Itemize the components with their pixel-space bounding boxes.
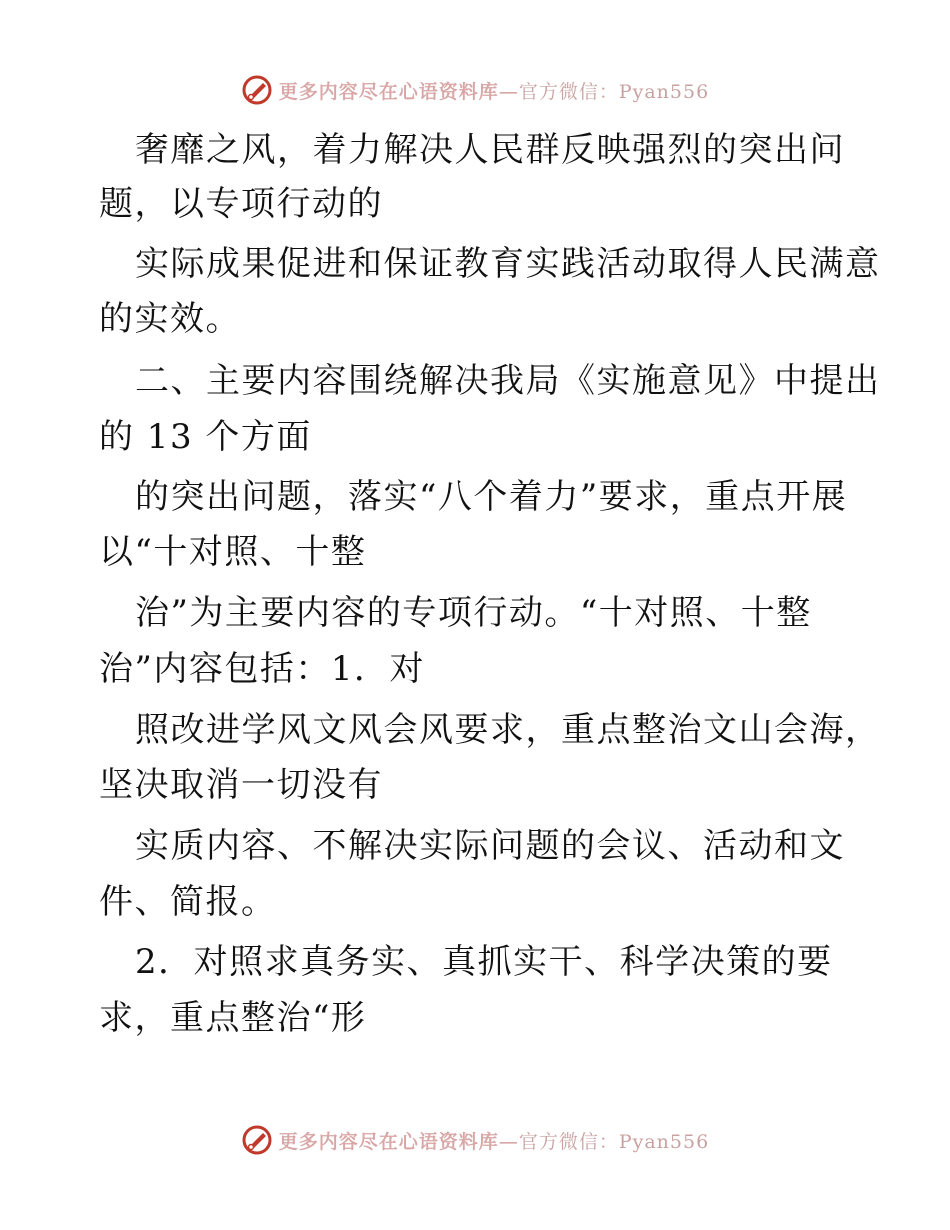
body-line: 实际成果促进和保证教育实践活动取得人民满意	[135, 244, 881, 284]
watermark-main-text: 更多内容尽在心语资料库	[278, 1130, 499, 1153]
body-line: 照改进学风文风会风要求，重点整治文山会海，	[135, 710, 881, 750]
body-line: 题，以专项行动的	[99, 184, 383, 224]
body-line: 奢靡之风，着力解决人民群反映强烈的突出问	[135, 130, 845, 170]
watermark-separator: —	[498, 80, 519, 103]
footer-watermark	[0, 1120, 950, 1160]
body-line: 的突出问题，落实“八个着力”要求，重点开展	[135, 477, 848, 517]
body-line: 坚决取消一切没有	[99, 765, 383, 805]
body-line: 的 13 个方面	[99, 417, 312, 457]
watermark-wechat-label: 官方微信：	[518, 1130, 619, 1153]
body-line: 治”内容包括：1．对	[99, 649, 426, 689]
body-line: 治”为主要内容的专项行动。“十对照、十整	[135, 593, 812, 633]
body-line: 件、简报。	[99, 882, 277, 922]
brand-logo-icon	[241, 74, 273, 106]
header-watermark	[0, 70, 950, 110]
watermark-text	[279, 77, 709, 104]
body-line: 的实效。	[99, 299, 241, 339]
brand-logo-icon	[241, 1124, 273, 1156]
watermark-wechat-label: 官方微信：	[518, 80, 619, 103]
body-line: 2．对照求真务实、真抓实干、科学决策的要	[135, 942, 833, 982]
watermark-main-text: 更多内容尽在心语资料库	[278, 80, 499, 103]
body-line: 实质内容、不解决实际问题的会议、活动和文	[135, 826, 845, 866]
watermark-separator: —	[498, 1130, 519, 1153]
body-line: 求，重点整治“形	[99, 998, 367, 1038]
watermark-wechat-id: Pyan556	[618, 1130, 710, 1153]
watermark-text	[279, 1127, 709, 1154]
body-line: 以“十对照、十整	[99, 532, 367, 572]
watermark-wechat-id: Pyan556	[618, 80, 710, 103]
body-line: 二、主要内容围绕解决我局《实施意见》中提出	[135, 361, 881, 401]
